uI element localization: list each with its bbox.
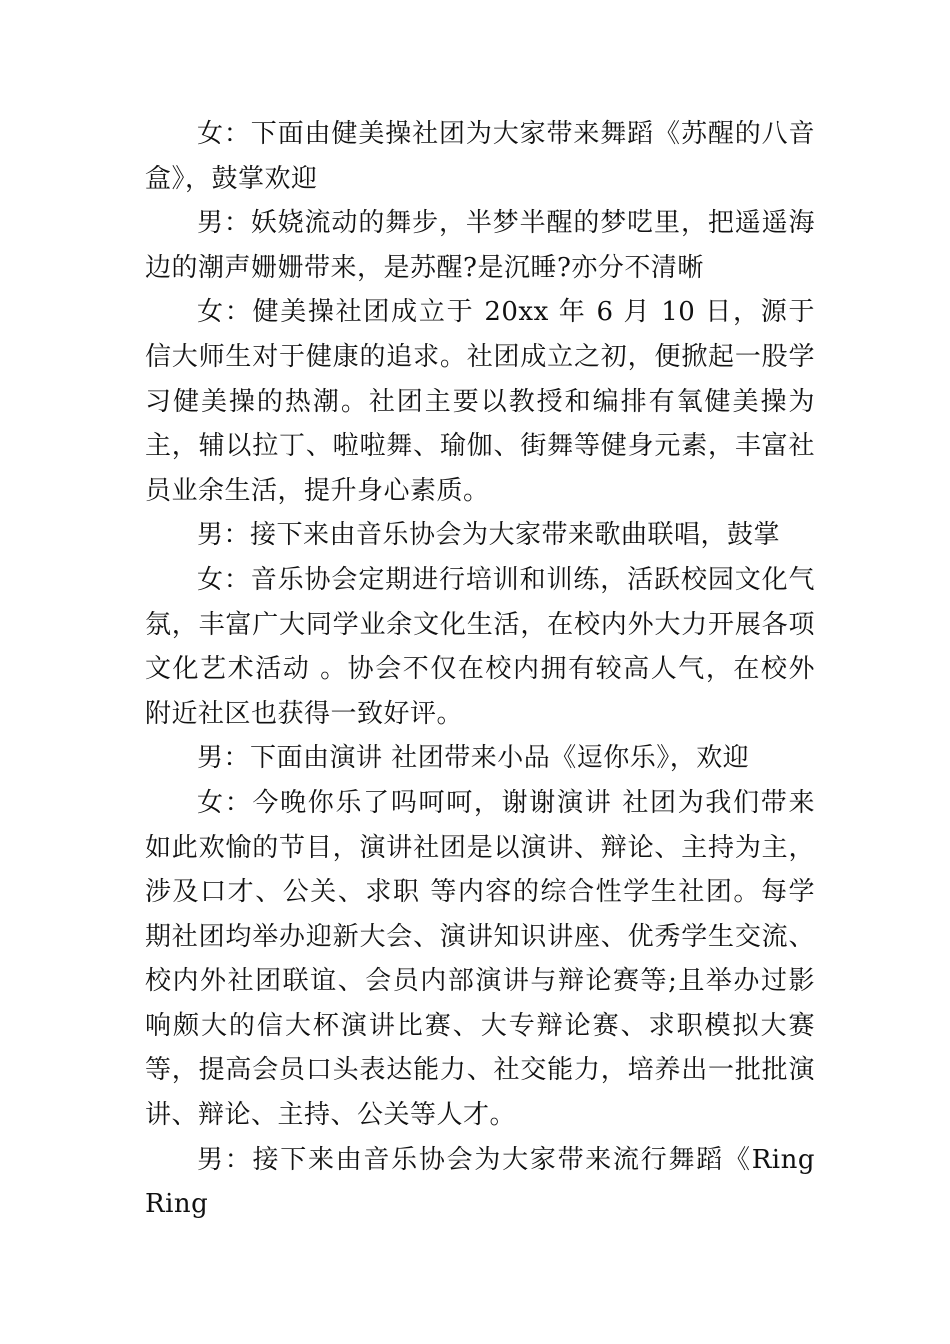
paragraph-6: 男：下面由演讲 社团带来小品《逗你乐》，欢迎	[197, 743, 750, 774]
paragraph-8: 男：接下来由音乐协会为大家带来流行舞蹈《Ring Ring	[145, 1144, 815, 1220]
paragraph-3: 女：健美操社团成立于 20xx 年 6 月 10 日，源于信大师生对于健康的追求。社团成立之初，便掀起一股学习健美操的热潮。社团主要以教授和编排有氧健美操为主，辅以拉丁、啦啦舞、瑜伽、街舞等健身元素，丰富社员业余生活，提升身心素质。	[145, 297, 815, 506]
paragraph-2: 男：妖娆流动的舞步，半梦半醒的梦呓里，把遥遥海边的潮声姗姗带来，是苏醒?是沉睡?亦分不清晰	[145, 208, 815, 283]
document-body	[145, 112, 815, 1227]
paragraph-1: 女：下面由健美操社团为大家带来舞蹈《苏醒的八音盒》，鼓掌欢迎	[145, 119, 815, 194]
paragraph-4: 男：接下来由音乐协会为大家带来歌曲联唱，鼓掌	[197, 520, 781, 551]
paragraph-5: 女：音乐协会定期进行培训和训练，活跃校园文化气氛，丰富广大同学业余文化生活，在校内外大力开展各项文化艺术活动 。协会不仅在校内拥有较高人气，在校外附近社区也获得一致好评。	[145, 564, 815, 729]
paragraph-7: 女：今晚你乐了吗呵呵，谢谢演讲 社团为我们带来如此欢愉的节目，演讲社团是以演讲、辩论、主持为主，涉及口才、公关、求职 等内容的综合性学生社团。每学期社团均举办迎新大会、演讲知识讲座、优秀学生交流、校内外社团联谊、会员内部演讲与辩论赛等;且举办过影响颇大的信大杯演讲比赛、大专辩论赛、求职模拟大赛等，提高会员口头表达能力、社交能力，培养出一批批演讲、辩论、主持、公关等人才。	[145, 787, 815, 1131]
